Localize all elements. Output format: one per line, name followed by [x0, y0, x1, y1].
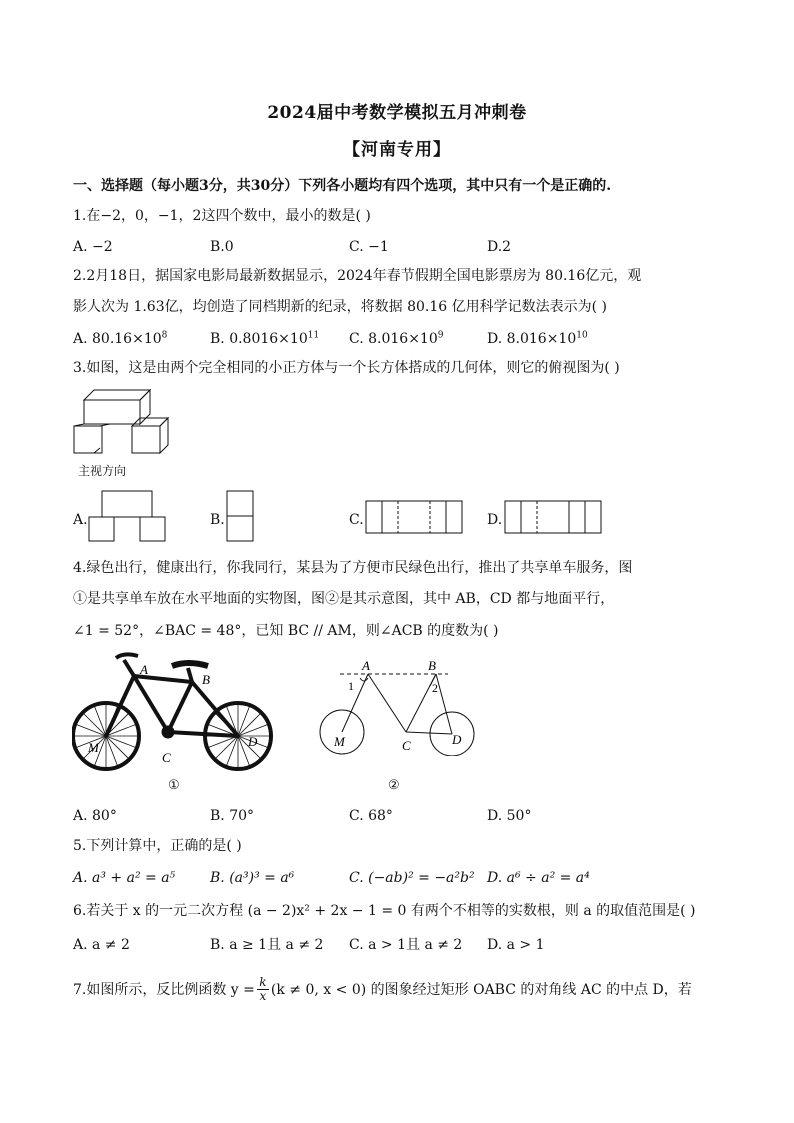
q3-option-d-label: D.	[487, 512, 503, 528]
q5-option-b: B. (a³)³ = a⁶	[210, 870, 295, 886]
q4-option-d: D. 50°	[487, 808, 532, 824]
q7-stem-suffix: (k ≠ 0, x < 0) 的图象经过矩形 OABC 的对角线 AC 的中点 D，若	[270, 981, 692, 998]
q3-option-c-figure	[365, 500, 463, 534]
question-3-stem: 3.如图，这是由两个完全相同的小正方体与一个长方体搭成的几何体，则它的俯视图为( )	[73, 360, 620, 376]
q1-option-d: D.2	[487, 239, 512, 255]
q3-option-a-figure	[88, 490, 166, 542]
page-subtitle: 【河南专用】	[343, 140, 451, 160]
q7-fraction-denominator: x	[259, 989, 267, 1003]
schematic-label-c: C	[402, 738, 411, 753]
schematic-label-a: A	[362, 658, 370, 673]
question-4-stem-line-1: 4.绿色出行，健康出行，你我同行，某县为了方便市民绿色出行，推出了共享单车服务，图	[73, 560, 633, 576]
q2-option-c: C. $8.016\times 10^9$	[349, 330, 444, 347]
view-direction-caption: 主视方向	[78, 464, 127, 478]
bicycle-schematic	[318, 656, 478, 756]
q2-option-b: B. $0.8016\times 10^{11}$	[210, 330, 320, 347]
q5-option-d: D. a⁶ ÷ a² = a⁴	[487, 870, 590, 886]
q3-option-b-figure	[226, 490, 254, 542]
q1-option-c: C. −1	[349, 239, 389, 255]
angle-2-label: 2	[432, 681, 438, 695]
bicycle-figure	[72, 650, 278, 774]
figure-2-caption: ②	[388, 778, 400, 793]
q4-option-c: C. 68°	[349, 808, 393, 824]
q3-option-d-figure	[504, 500, 602, 534]
question-5-stem: 5.下列计算中，正确的是( )	[73, 838, 242, 854]
q5-option-a: A. a³ + a² = a⁵	[73, 870, 176, 886]
bicycle-label-b: B	[202, 672, 210, 687]
question-2-stem-line-2: 影人次为 1.63亿，均创造了同档期新的纪录，将数据 80.16 亿用科学记数法表示为( )	[73, 299, 607, 315]
question-6-stem: 6.若关于 x 的一元二次方程 (a − 2)x² + 2x − 1 = 0 有两个不相等的实数根，则 a 的取值范围是( )	[73, 903, 696, 919]
q3-option-a-label: A.	[73, 512, 88, 528]
q3-option-c-label: C.	[349, 512, 364, 528]
q2-option-d: D. $8.016\times 10^{10}$	[487, 330, 588, 347]
solid-figure	[72, 386, 172, 454]
page-title: 2024届中考数学模拟五月冲刺卷	[267, 103, 527, 123]
section-heading: 一、选择题（每小题3分，共30分）下列各小题均有四个选项，其中只有一个是正确的.	[73, 178, 612, 194]
schematic-label-d: D	[452, 732, 462, 747]
q7-stem-prefix: 7.如图所示，反比例函数 y =	[73, 981, 255, 998]
q5-option-c: C. (−ab)² = −a²b²	[349, 870, 475, 886]
q6-option-c: C. a > 1且 a ≠ 2	[349, 937, 463, 953]
question-4-stem-line-3: ∠1 = 52°，∠BAC = 48°，已知 BC // AM，则∠ACB 的度数为( )	[73, 623, 499, 639]
question-1-stem: 1.在−2，0，−1，2这四个数中，最小的数是( )	[73, 208, 371, 224]
q1-option-b: B.0	[210, 239, 234, 255]
schematic-label-m: M	[334, 734, 345, 749]
question-4-stem-line-2: ①是共享单车放在水平地面的实物图，图②是其示意图，其中 AB，CD 都与地面平行，	[73, 591, 615, 607]
schematic-label-b: B	[428, 658, 436, 673]
q2-option-a: A. $80.16\times 10^8$	[73, 330, 168, 347]
bicycle-label-d: D	[248, 734, 258, 749]
angle-1-label: 1	[348, 679, 354, 693]
q6-option-b: B. a ≥ 1且 a ≠ 2	[210, 937, 324, 953]
bicycle-label-m: M	[88, 740, 99, 755]
q7-fraction	[257, 976, 269, 1003]
q1-option-a: A. −2	[73, 239, 113, 255]
q4-option-b: B. 70°	[210, 808, 255, 824]
q3-option-b-label: B.	[210, 512, 225, 528]
q6-option-d: D. a > 1	[487, 937, 545, 953]
q7-fraction-numerator: k	[259, 975, 267, 989]
q6-option-a: A. a ≠ 2	[73, 937, 130, 953]
question-2-stem-line-1: 2.2月18日，据国家电影局最新数据显示，2024年春节假期全国电影票房为 80.16亿元，观	[73, 268, 642, 284]
bicycle-label-c: C	[162, 750, 171, 765]
figure-1-caption: ①	[168, 778, 180, 793]
q4-option-a: A. 80°	[73, 808, 117, 824]
bicycle-label-a: A	[140, 662, 148, 677]
question-7-stem	[73, 976, 733, 1003]
